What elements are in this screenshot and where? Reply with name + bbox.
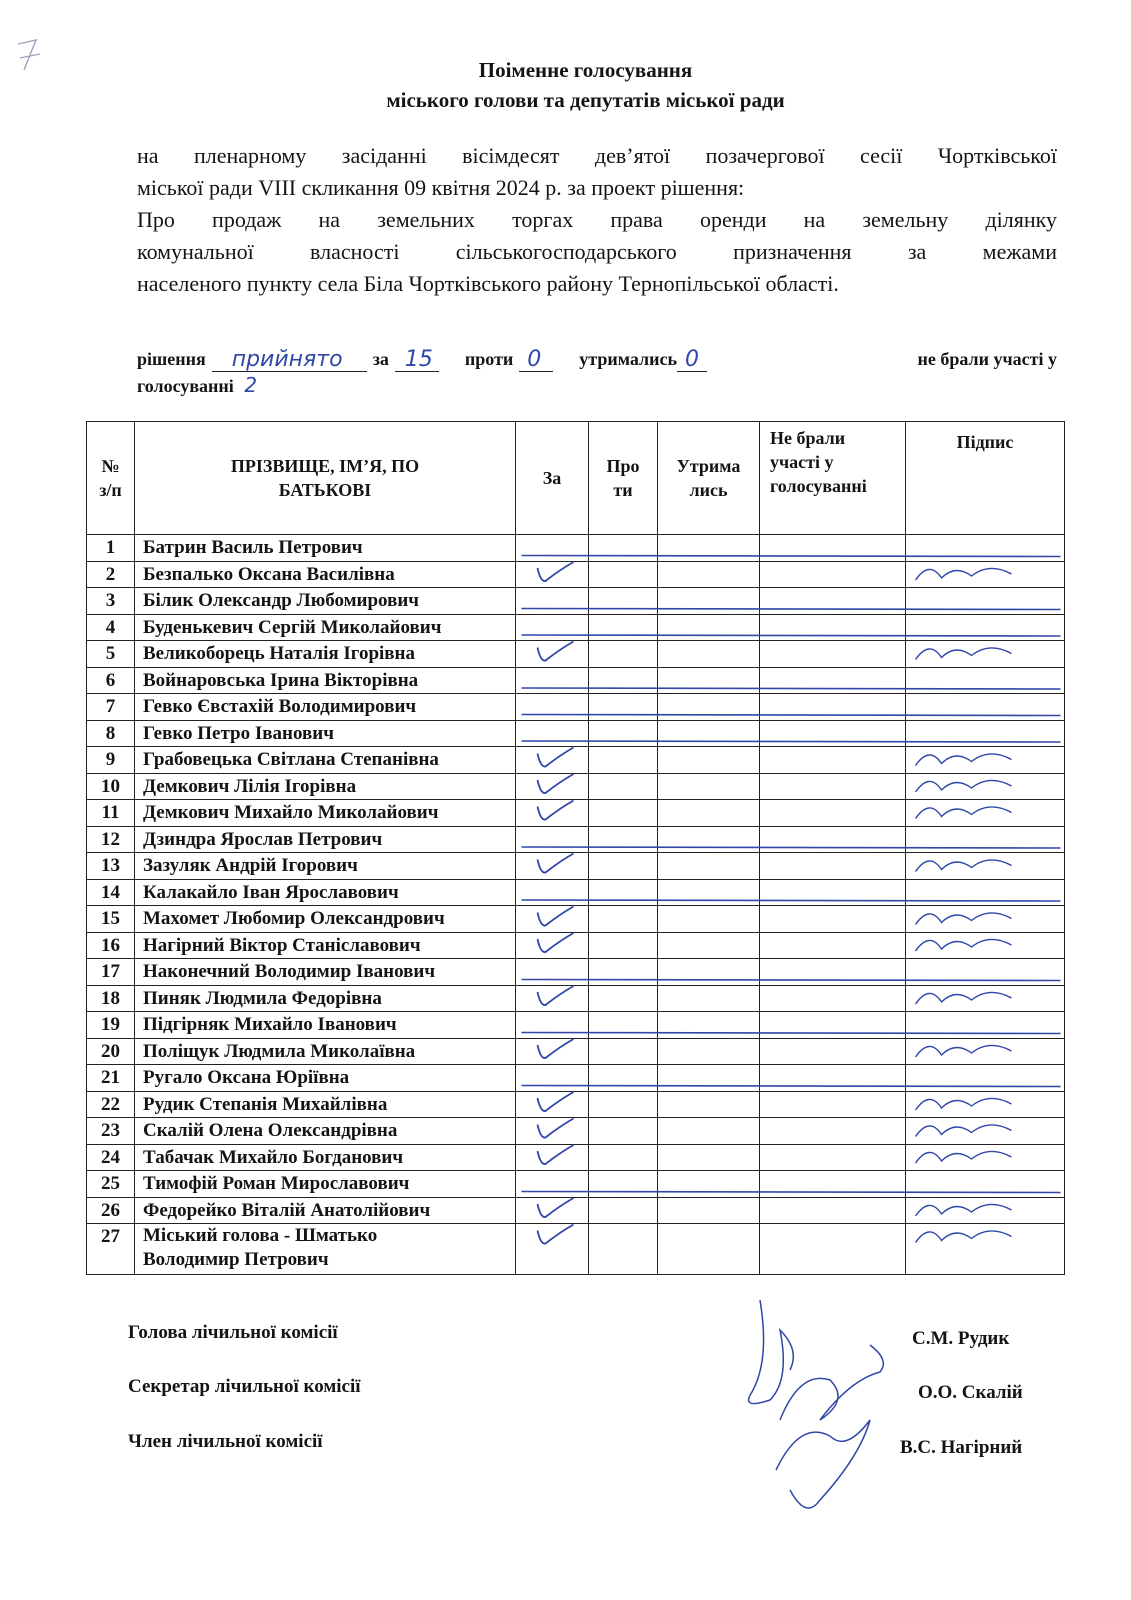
vote-absent-cell: [760, 1118, 906, 1145]
vote-against-cell: [589, 561, 658, 588]
vote-for-cell: [516, 932, 589, 959]
vote-for-cell: [516, 1091, 589, 1118]
vote-absent-cell: [760, 959, 906, 986]
deputy-name: Буденькевич Сергій Миколайович: [135, 614, 516, 641]
vote-against-cell: [589, 879, 658, 906]
table-row: [87, 747, 1065, 774]
vote-abstained-cell: [658, 667, 760, 694]
vote-for-cell: [516, 985, 589, 1012]
row-number: 8: [87, 720, 135, 747]
vote-for-cell: [516, 1118, 589, 1145]
deputy-name: Демкович Михайло Миколайович: [135, 800, 516, 827]
vote-for-cell: [516, 800, 589, 827]
vote-for-cell: [516, 959, 589, 986]
vote-against-cell: [589, 932, 658, 959]
vote-abstained-cell: [658, 1038, 760, 1065]
table-header-row: [87, 422, 1065, 535]
vote-absent-cell: [760, 879, 906, 906]
vote-abstained-cell: [658, 906, 760, 933]
row-number: 20: [87, 1038, 135, 1065]
document-title: Поіменне голосування: [478, 58, 693, 82]
deputy-name: Дзиндра Ярослав Петрович: [135, 826, 516, 853]
vote-abstained-cell: [658, 747, 760, 774]
vote-against-cell: [589, 1224, 658, 1275]
commission-secretary-label: Секретар лічильної комісії: [128, 1376, 361, 1397]
vote-absent-cell: [760, 800, 906, 827]
signature-cell: [906, 1118, 1065, 1145]
row-number: 26: [87, 1197, 135, 1224]
against-label: проти: [464, 349, 514, 369]
row-number: 23: [87, 1118, 135, 1145]
deputy-name: Великоборець Наталія Ігорівна: [135, 641, 516, 668]
table-row: [87, 853, 1065, 880]
vote-against-cell: [589, 826, 658, 853]
for-label: за: [372, 349, 389, 369]
vote-for-cell: [516, 720, 589, 747]
signature-cell: [906, 1197, 1065, 1224]
table-row: [87, 800, 1065, 827]
vote-for-cell: [516, 1224, 589, 1275]
vote-for-cell: [516, 1038, 589, 1065]
decision-field: [212, 347, 367, 372]
vote-against-cell: [589, 800, 658, 827]
row-number: 15: [87, 906, 135, 933]
table-row: [87, 985, 1065, 1012]
signature-cell: [906, 588, 1065, 615]
for-value: 15: [404, 347, 433, 372]
vote-abstained-cell: [658, 561, 760, 588]
vote-abstained-cell: [658, 879, 760, 906]
vote-absent-cell: [760, 1224, 906, 1275]
vote-abstained-cell: [658, 588, 760, 615]
deputy-name: Рудик Степанія Михайлівна: [135, 1091, 516, 1118]
table-row: [87, 1224, 1065, 1275]
vote-abstained-cell: [658, 1171, 760, 1198]
signature-cell: [906, 614, 1065, 641]
vote-for-cell: [516, 694, 589, 721]
header-name: ПРІЗВИЩЕ, ІМ’Я, ПО БАТЬКОВІ: [135, 422, 516, 535]
deputy-name: Скалій Олена Олександрівна: [135, 1118, 516, 1145]
vote-for-cell: [516, 773, 589, 800]
vote-absent-cell: [760, 1012, 906, 1039]
vote-abstained-cell: [658, 1144, 760, 1171]
deputy-name: Підгірняк Михайло Іванович: [135, 1012, 516, 1039]
vote-for-cell: [516, 535, 589, 562]
vote-absent-cell: [760, 906, 906, 933]
vote-against-cell: [589, 720, 658, 747]
vote-against-cell: [589, 614, 658, 641]
vote-abstained-cell: [658, 1224, 760, 1275]
vote-abstained-cell: [658, 1197, 760, 1224]
deputy-name: Тимофій Роман Мирославович: [135, 1171, 516, 1198]
vote-against-cell: [589, 985, 658, 1012]
intro-line: на пленарному засіданні вісімдесят дев’ятої позачергової сесії Чортківської: [137, 143, 1057, 168]
vote-for-cell: [516, 588, 589, 615]
vote-against-cell: [589, 853, 658, 880]
deputy-name: Грабовецька Світлана Степанівна: [135, 747, 516, 774]
row-number: 16: [87, 932, 135, 959]
vote-against-cell: [589, 535, 658, 562]
vote-for-cell: [516, 614, 589, 641]
header-for: За: [516, 422, 589, 535]
signature-cell: [906, 1144, 1065, 1171]
vote-abstained-cell: [658, 614, 760, 641]
vote-absent-cell: [760, 1197, 906, 1224]
signature-cell: [906, 959, 1065, 986]
row-number: 27: [87, 1224, 135, 1275]
vote-against-cell: [589, 906, 658, 933]
vote-absent-cell: [760, 747, 906, 774]
intro-line: комунальної власності сільськогосподарського призначення за межами: [137, 239, 1057, 264]
vote-abstained-cell: [658, 985, 760, 1012]
signature-cell: [906, 1038, 1065, 1065]
vote-absent-cell: [760, 1144, 906, 1171]
vote-for-cell: [516, 879, 589, 906]
vote-abstained-cell: [658, 535, 760, 562]
vote-against-cell: [589, 694, 658, 721]
deputy-name: Махомет Любомир Олександрович: [135, 906, 516, 933]
row-number: 11: [87, 800, 135, 827]
vote-for-cell: [516, 853, 589, 880]
signature-cell: [906, 1171, 1065, 1198]
vote-abstained-cell: [658, 1012, 760, 1039]
abstained-value: 0: [685, 347, 699, 372]
vote-abstained-cell: [658, 800, 760, 827]
row-number: 14: [87, 879, 135, 906]
table-row: [87, 906, 1065, 933]
table-row: [87, 1118, 1065, 1145]
row-number: 1: [87, 535, 135, 562]
signature-cell: [906, 800, 1065, 827]
commission-member-name: В.С. Нагірний: [900, 1437, 1023, 1458]
table-row: [87, 641, 1065, 668]
table-row: [87, 535, 1065, 562]
vote-for-cell: [516, 1012, 589, 1039]
row-number: 3: [87, 588, 135, 615]
row-number: 19: [87, 1012, 135, 1039]
table-row: [87, 879, 1065, 906]
row-number: 24: [87, 1144, 135, 1171]
table-row: [87, 1197, 1065, 1224]
absent-value: 2: [244, 373, 258, 397]
deputy-name: Гевко Євстахій Володимирович: [135, 694, 516, 721]
signature-cell: [906, 720, 1065, 747]
vote-against-cell: [589, 667, 658, 694]
vote-absent-cell: [760, 694, 906, 721]
row-number: 13: [87, 853, 135, 880]
vote-absent-cell: [760, 932, 906, 959]
table-row: [87, 561, 1065, 588]
vote-absent-cell: [760, 720, 906, 747]
row-number: 2: [87, 561, 135, 588]
table-row: [87, 932, 1065, 959]
signature-cell: [906, 853, 1065, 880]
vote-absent-cell: [760, 773, 906, 800]
absent-label-cont: голосуванні: [137, 376, 234, 396]
abstained-field: [677, 347, 707, 372]
deputy-name: Гевко Петро Іванович: [135, 720, 516, 747]
row-number: 22: [87, 1091, 135, 1118]
vote-against-cell: [589, 747, 658, 774]
row-number: 12: [87, 826, 135, 853]
table-row: [87, 1038, 1065, 1065]
vote-for-cell: [516, 1197, 589, 1224]
vote-against-cell: [589, 1038, 658, 1065]
intro-line: Про продаж на земельних торгах права оренди на земельну ділянку: [137, 207, 1057, 232]
table-row: [87, 1144, 1065, 1171]
vote-absent-cell: [760, 535, 906, 562]
table-row: [87, 614, 1065, 641]
signature-cell: [906, 1012, 1065, 1039]
signature-cell: [906, 826, 1065, 853]
vote-abstained-cell: [658, 826, 760, 853]
vote-absent-cell: [760, 985, 906, 1012]
vote-absent-cell: [760, 667, 906, 694]
deputy-name: Табачак Михайло Богданович: [135, 1144, 516, 1171]
deputy-name: Зазуляк Андрій Ігорович: [135, 853, 516, 880]
vote-for-cell: [516, 641, 589, 668]
deputy-name: Безпалько Оксана Василівна: [135, 561, 516, 588]
vote-absent-cell: [760, 1171, 906, 1198]
deputy-name: Міський голова - Шматько Володимир Петрович: [135, 1224, 516, 1275]
table-row: [87, 667, 1065, 694]
vote-table: [86, 421, 1065, 1275]
table-row: [87, 1065, 1065, 1092]
vote-for-cell: [516, 561, 589, 588]
vote-for-cell: [516, 1171, 589, 1198]
vote-against-cell: [589, 959, 658, 986]
vote-for-cell: [516, 826, 589, 853]
row-number: 17: [87, 959, 135, 986]
signature-cell: [906, 694, 1065, 721]
table-row: [87, 826, 1065, 853]
row-number: 25: [87, 1171, 135, 1198]
abstained-label: утримались: [579, 349, 677, 369]
vote-against-cell: [589, 641, 658, 668]
against-field: [519, 347, 553, 372]
row-number: 6: [87, 667, 135, 694]
signature-cell: [906, 1065, 1065, 1092]
deputy-name: Нагірний Віктор Станіславович: [135, 932, 516, 959]
commission-member-label: Член лічильної комісії: [128, 1431, 323, 1452]
deputy-name: Пиняк Людмила Федорівна: [135, 985, 516, 1012]
vote-absent-cell: [760, 1065, 906, 1092]
vote-abstained-cell: [658, 641, 760, 668]
table-row: [87, 1091, 1065, 1118]
vote-for-cell: [516, 1065, 589, 1092]
deputy-name: Батрин Василь Петрович: [135, 535, 516, 562]
vote-abstained-cell: [658, 1065, 760, 1092]
vote-against-cell: [589, 1118, 658, 1145]
decision-label: рішення: [137, 349, 206, 369]
vote-abstained-cell: [658, 853, 760, 880]
row-number: 21: [87, 1065, 135, 1092]
vote-abstained-cell: [658, 1118, 760, 1145]
vote-for-cell: [516, 906, 589, 933]
vote-absent-cell: [760, 561, 906, 588]
document-subtitle: міського голови та депутатів міської ради: [386, 88, 785, 112]
vote-abstained-cell: [658, 694, 760, 721]
signature-cell: [906, 879, 1065, 906]
row-number: 5: [87, 641, 135, 668]
decision-value: прийнято: [231, 347, 343, 372]
vote-absent-cell: [760, 826, 906, 853]
deputy-name: Калакайло Іван Ярославович: [135, 879, 516, 906]
row-number: 9: [87, 747, 135, 774]
signature-cell: [906, 985, 1065, 1012]
header-absent: Не брали участі у голосуванні: [760, 422, 906, 535]
deputy-name: Поліщук Людмила Миколаївна: [135, 1038, 516, 1065]
signature-cell: [906, 535, 1065, 562]
absent-label: не брали участі у: [917, 349, 1057, 369]
signature-cell: [906, 667, 1065, 694]
vote-absent-cell: [760, 588, 906, 615]
intro-line: населеного пункту села Біла Чортківського району Тернопільської області.: [137, 271, 839, 296]
vote-against-cell: [589, 773, 658, 800]
deputy-name: Наконечний Володимир Іванович: [135, 959, 516, 986]
vote-abstained-cell: [658, 1091, 760, 1118]
vote-for-cell: [516, 1144, 589, 1171]
commission-secretary-name: О.О. Скалій: [918, 1382, 1023, 1403]
vote-against-cell: [589, 1065, 658, 1092]
vote-abstained-cell: [658, 959, 760, 986]
vote-abstained-cell: [658, 773, 760, 800]
vote-against-cell: [589, 1171, 658, 1198]
header-against: Про ти: [589, 422, 658, 535]
header-number: № з/п: [87, 422, 135, 535]
signature-cell: [906, 641, 1065, 668]
intro-paragraph: [137, 140, 1057, 300]
deputy-name: Ругало Оксана Юріївна: [135, 1065, 516, 1092]
vote-absent-cell: [760, 853, 906, 880]
deputy-name: Білик Олександр Любомирович: [135, 588, 516, 615]
row-number: 18: [87, 985, 135, 1012]
table-row: [87, 1171, 1065, 1198]
signature-cell: [906, 906, 1065, 933]
vote-absent-cell: [760, 1091, 906, 1118]
row-number: 10: [87, 773, 135, 800]
signature-cell: [906, 932, 1065, 959]
vote-abstained-cell: [658, 720, 760, 747]
vote-against-cell: [589, 1197, 658, 1224]
table-row: [87, 1012, 1065, 1039]
vote-summary: [137, 346, 1057, 399]
vote-against-cell: [589, 1091, 658, 1118]
commission-head-label: Голова лічильної комісії: [128, 1322, 338, 1343]
row-number: 7: [87, 694, 135, 721]
vote-against-cell: [589, 1144, 658, 1171]
for-field: [395, 347, 439, 372]
header-signature: Підпис: [906, 422, 1065, 535]
intro-line: міської ради VIII скликання 09 квітня 2024 р. за проект рішення:: [137, 175, 745, 200]
signature-cell: [906, 773, 1065, 800]
vote-against-cell: [589, 588, 658, 615]
vote-for-cell: [516, 747, 589, 774]
signature-cell: [906, 1224, 1065, 1275]
deputy-name: Демкович Лілія Ігорівна: [135, 773, 516, 800]
signature-cell: [906, 561, 1065, 588]
header-abstained: Утрима лись: [658, 422, 760, 535]
deputy-name: Войнаровська Ірина Вікторівна: [135, 667, 516, 694]
vote-absent-cell: [760, 614, 906, 641]
vote-for-cell: [516, 667, 589, 694]
deputy-name: Федорейко Віталій Анатолійович: [135, 1197, 516, 1224]
against-value: 0: [527, 347, 542, 372]
vote-against-cell: [589, 1012, 658, 1039]
signature-cell: [906, 1091, 1065, 1118]
table-row: [87, 720, 1065, 747]
commission-head-name: С.М. Рудик: [912, 1328, 1010, 1349]
commission-signatures: [749, 1300, 884, 1508]
row-number: 4: [87, 614, 135, 641]
table-row: [87, 773, 1065, 800]
vote-absent-cell: [760, 641, 906, 668]
signature-cell: [906, 747, 1065, 774]
table-row: [87, 588, 1065, 615]
vote-abstained-cell: [658, 932, 760, 959]
table-row: [87, 694, 1065, 721]
vote-absent-cell: [760, 1038, 906, 1065]
table-row: [87, 959, 1065, 986]
